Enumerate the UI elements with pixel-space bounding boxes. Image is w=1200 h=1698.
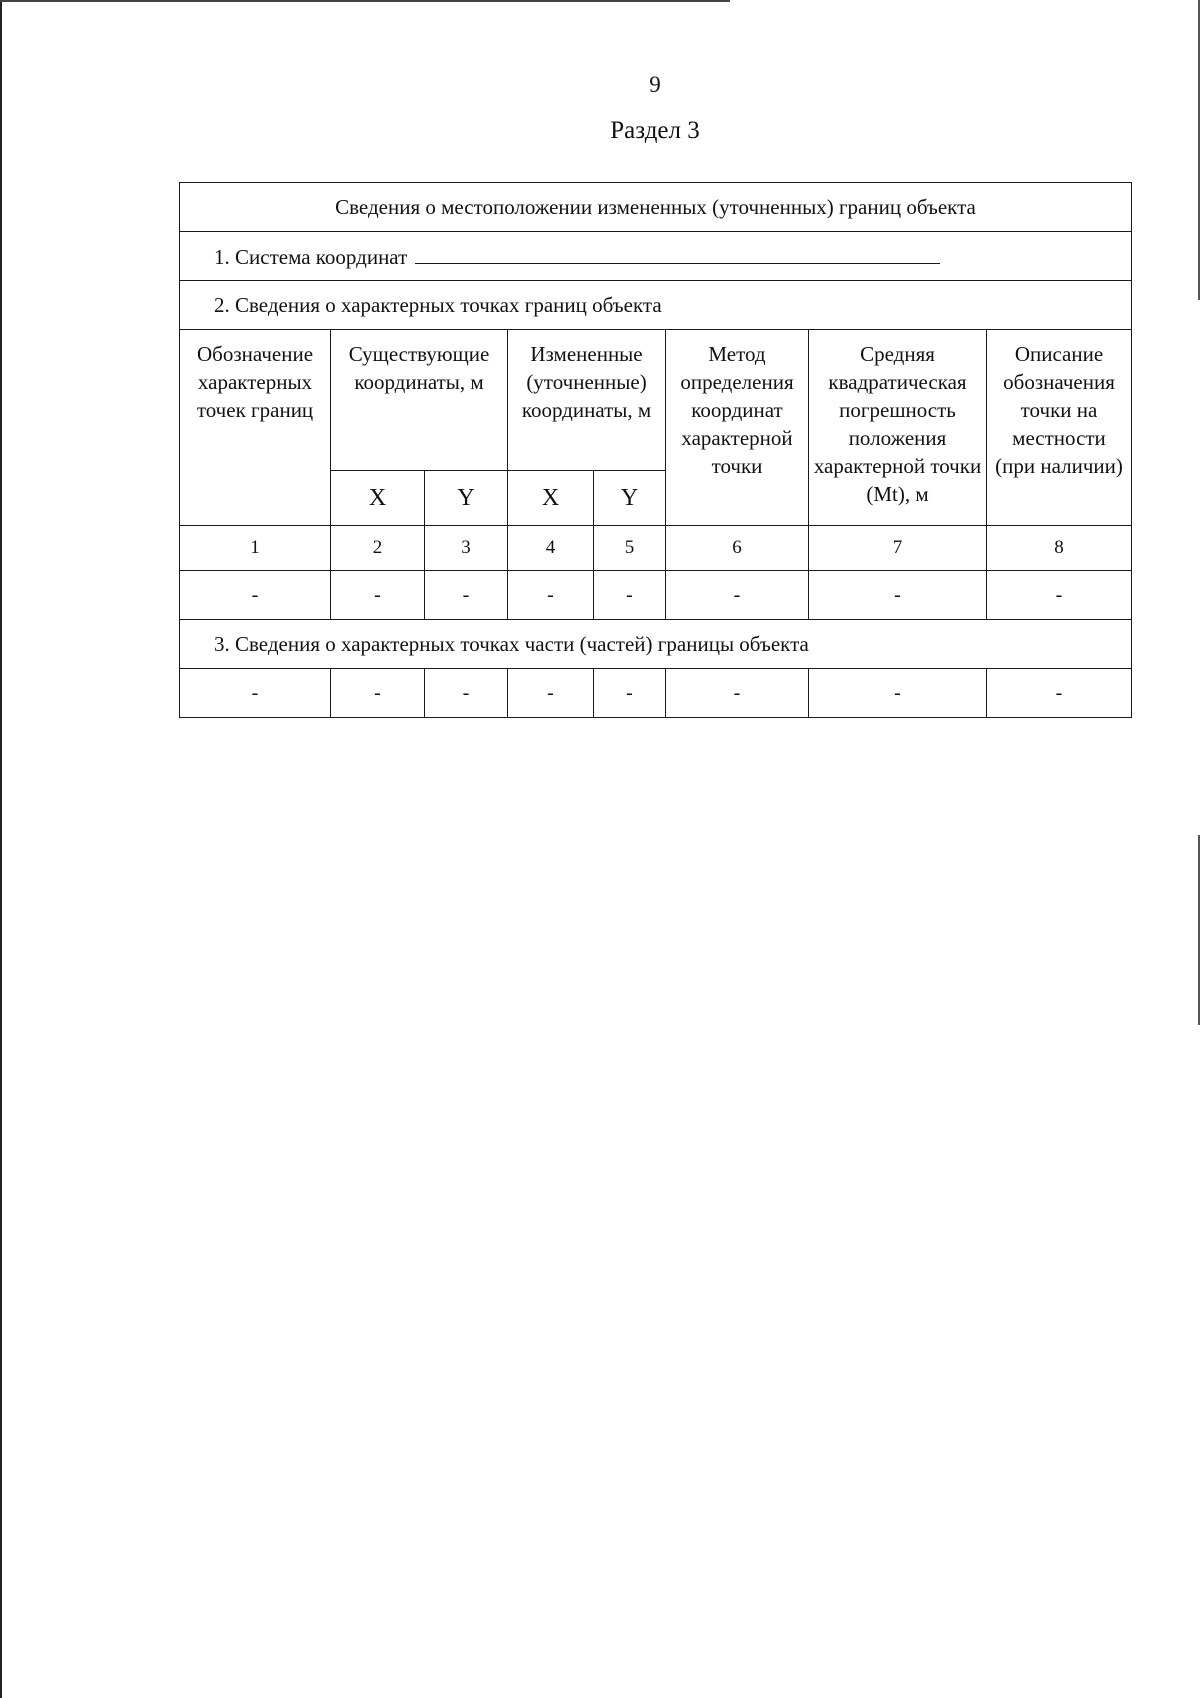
header-changed-y: Y xyxy=(594,471,666,526)
header-description-text: Описание обозначения точки на местности (при наличии) xyxy=(995,342,1123,478)
table-cell: - xyxy=(180,571,331,620)
table-title: Сведения о местоположении измененных (уточненных) границ объекта xyxy=(180,183,1132,232)
column-number: 2 xyxy=(331,526,425,571)
header-changed-x: X xyxy=(508,471,594,526)
header-changed-coords xyxy=(508,330,666,471)
header-existing-y: Y xyxy=(425,471,508,526)
header-existing-coords-text: Существующие координаты, м xyxy=(348,342,490,394)
header-existing-coords xyxy=(331,330,508,471)
header-method-text: Метод определения координат характерной точки xyxy=(680,342,794,478)
table-cell: - xyxy=(331,571,425,620)
header-designation-text: Обозначение характерных точек границ xyxy=(196,342,314,422)
table-cell: - xyxy=(180,669,331,718)
column-numbers-row xyxy=(180,526,1132,571)
table-title-row xyxy=(180,183,1132,232)
header-designation xyxy=(180,330,331,526)
column-number: 1 xyxy=(180,526,331,571)
header-mean-error xyxy=(809,330,987,526)
section3-label: 3. Сведения о характерных точках части (частей) границы объекта xyxy=(180,620,1132,669)
scan-edge-left xyxy=(0,0,2,1698)
section2-label: 2. Сведения о характерных точках границ объекта xyxy=(180,281,1132,330)
table-cell: - xyxy=(425,571,508,620)
coord-system-row xyxy=(180,232,1132,281)
header-changed-coords-text: Измененные (уточненные) координаты, м xyxy=(521,342,652,422)
coord-system-blank-line xyxy=(415,243,940,264)
column-number: 4 xyxy=(508,526,594,571)
table-row xyxy=(180,669,1132,718)
coord-system-cell xyxy=(180,232,1132,281)
column-number: 8 xyxy=(987,526,1132,571)
column-number: 6 xyxy=(666,526,809,571)
table-cell: - xyxy=(508,669,594,718)
header-mean-error-text: Средняя квадратическая погрешность положения характерной точки (Mt), м xyxy=(813,342,982,506)
section-title: Раздел 3 xyxy=(610,117,700,144)
table-cell: - xyxy=(809,571,987,620)
table-cell: - xyxy=(809,669,987,718)
column-number: 5 xyxy=(594,526,666,571)
table-cell: - xyxy=(987,571,1132,620)
table-cell: - xyxy=(331,669,425,718)
table-cell: - xyxy=(594,669,666,718)
column-number: 7 xyxy=(809,526,987,571)
header-existing-x: X xyxy=(331,471,425,526)
header-row xyxy=(180,330,1132,471)
section2-row xyxy=(180,281,1132,330)
table-row xyxy=(180,571,1132,620)
table-cell: - xyxy=(666,669,809,718)
table-cell: - xyxy=(987,669,1132,718)
table-cell: - xyxy=(425,669,508,718)
table-cell: - xyxy=(594,571,666,620)
boundary-points-table xyxy=(179,182,1132,718)
section3-row xyxy=(180,620,1132,669)
table-cell: - xyxy=(666,571,809,620)
coord-system-label: 1. Система координат xyxy=(214,244,408,269)
scan-edge-top xyxy=(0,0,730,2)
table-cell: - xyxy=(508,571,594,620)
header-method xyxy=(666,330,809,526)
header-description xyxy=(987,330,1132,526)
column-number: 3 xyxy=(425,526,508,571)
page-number: 9 xyxy=(649,72,661,97)
